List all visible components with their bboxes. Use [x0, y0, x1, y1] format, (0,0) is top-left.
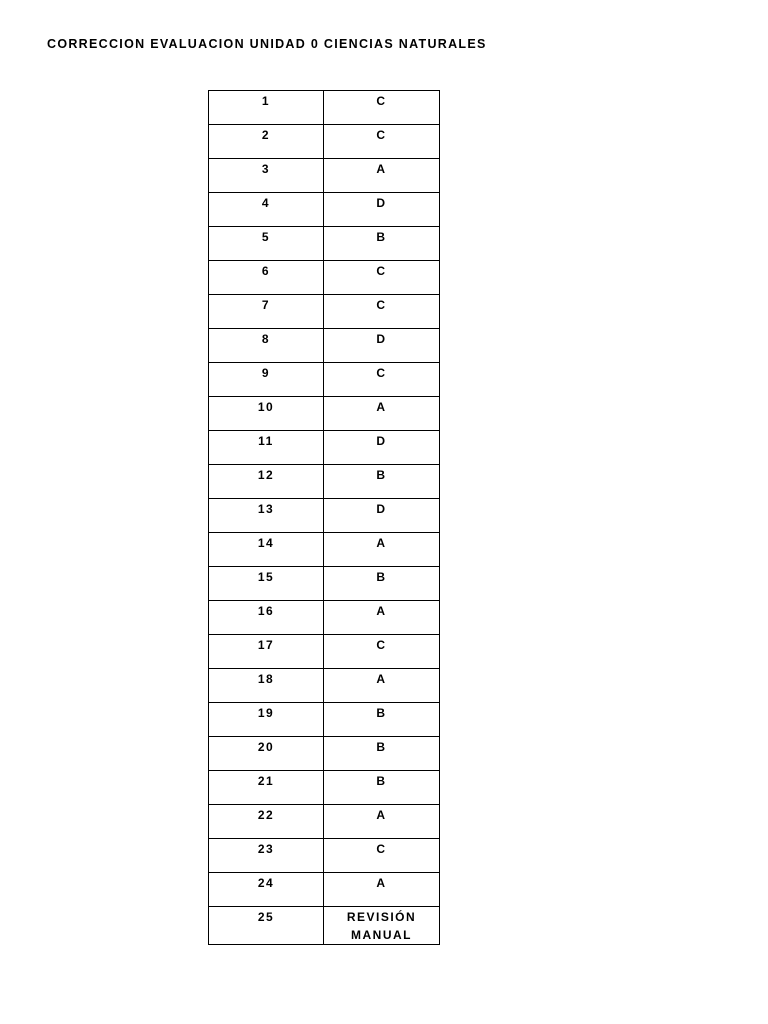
table-row — [209, 465, 440, 499]
table-row — [209, 635, 440, 669]
question-number-cell: 9 — [209, 363, 324, 397]
question-number-cell: 1 — [209, 91, 324, 125]
question-number-cell: 4 — [209, 193, 324, 227]
question-number-cell: 20 — [209, 737, 324, 771]
answer-cell: A — [324, 533, 440, 567]
answer-cell: D — [324, 431, 440, 465]
question-number-cell: 11 — [209, 431, 324, 465]
table-row — [209, 431, 440, 465]
question-number-cell: 17 — [209, 635, 324, 669]
question-number-cell: 21 — [209, 771, 324, 805]
question-number-cell: 24 — [209, 873, 324, 907]
answer-cell: D — [324, 499, 440, 533]
question-number-cell: 6 — [209, 261, 324, 295]
table-row — [209, 193, 440, 227]
question-number-cell: 19 — [209, 703, 324, 737]
answer-cell: D — [324, 193, 440, 227]
table-row — [209, 295, 440, 329]
table-row — [209, 329, 440, 363]
answer-cell: REVISIÓN MANUAL — [324, 907, 440, 945]
table-row — [209, 499, 440, 533]
answer-cell: C — [324, 295, 440, 329]
table-row — [209, 159, 440, 193]
table-row — [209, 533, 440, 567]
answer-cell: B — [324, 567, 440, 601]
table-row — [209, 805, 440, 839]
question-number-cell: 5 — [209, 227, 324, 261]
answer-key-table — [208, 90, 440, 945]
answer-cell: B — [324, 703, 440, 737]
question-number-cell: 10 — [209, 397, 324, 431]
question-number-cell: 16 — [209, 601, 324, 635]
answer-cell: C — [324, 635, 440, 669]
page-title: CORRECCION EVALUACION UNIDAD 0 CIENCIAS NATURALES — [47, 37, 487, 51]
answer-cell: C — [324, 839, 440, 873]
table-row — [209, 873, 440, 907]
table-row — [209, 397, 440, 431]
answer-cell: B — [324, 227, 440, 261]
question-number-cell: 25 — [209, 907, 324, 945]
table-row — [209, 91, 440, 125]
table-row — [209, 125, 440, 159]
question-number-cell: 13 — [209, 499, 324, 533]
table-row — [209, 703, 440, 737]
table-row — [209, 907, 440, 945]
answer-cell: C — [324, 363, 440, 397]
question-number-cell: 3 — [209, 159, 324, 193]
answer-cell: C — [324, 261, 440, 295]
answer-cell: D — [324, 329, 440, 363]
question-number-cell: 7 — [209, 295, 324, 329]
answer-cell: B — [324, 737, 440, 771]
table-row — [209, 567, 440, 601]
table-row — [209, 363, 440, 397]
table-row — [209, 261, 440, 295]
answer-cell: C — [324, 125, 440, 159]
question-number-cell: 14 — [209, 533, 324, 567]
answer-cell: A — [324, 397, 440, 431]
question-number-cell: 18 — [209, 669, 324, 703]
answer-cell: A — [324, 669, 440, 703]
answer-cell: A — [324, 601, 440, 635]
question-number-cell: 8 — [209, 329, 324, 363]
question-number-cell: 22 — [209, 805, 324, 839]
answer-cell: C — [324, 91, 440, 125]
table-row — [209, 771, 440, 805]
answer-cell: A — [324, 805, 440, 839]
table-row — [209, 839, 440, 873]
table-row — [209, 601, 440, 635]
answer-cell: B — [324, 465, 440, 499]
question-number-cell: 23 — [209, 839, 324, 873]
answer-cell: B — [324, 771, 440, 805]
answer-cell: A — [324, 159, 440, 193]
table-row — [209, 737, 440, 771]
question-number-cell: 15 — [209, 567, 324, 601]
table-row — [209, 669, 440, 703]
question-number-cell: 2 — [209, 125, 324, 159]
answer-cell: A — [324, 873, 440, 907]
answer-key-body — [209, 91, 440, 945]
question-number-cell: 12 — [209, 465, 324, 499]
table-row — [209, 227, 440, 261]
